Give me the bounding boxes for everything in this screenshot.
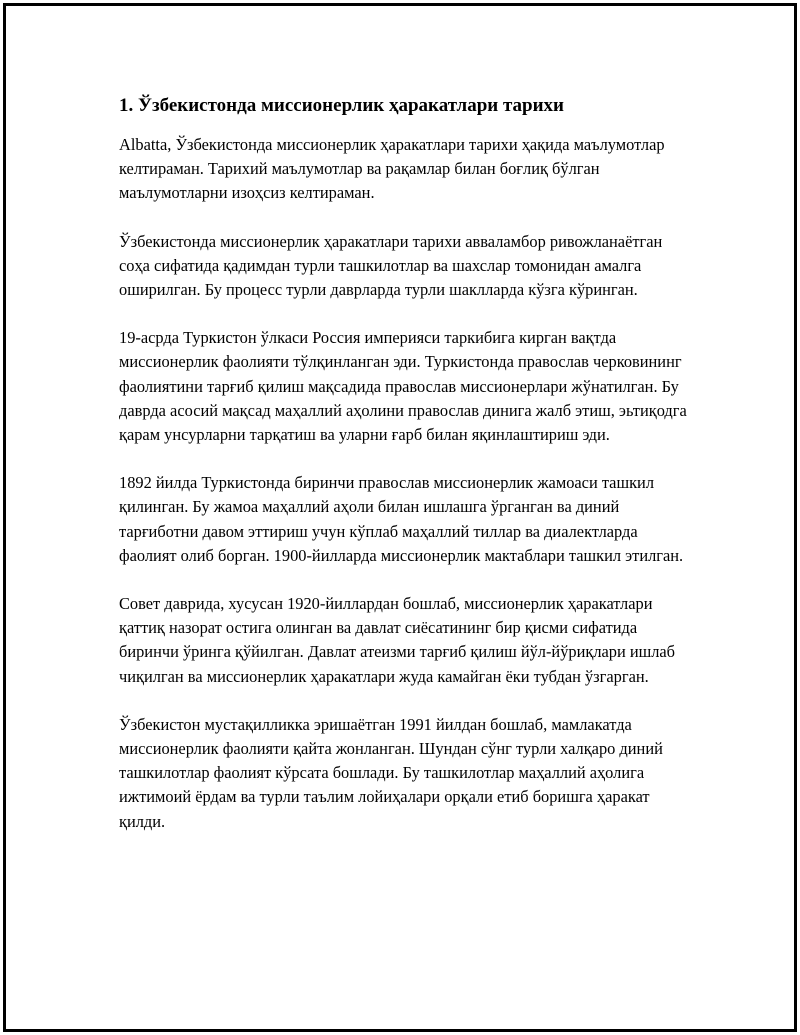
paragraph-1892: 1892 йилда Туркистонда биринчи православ миссионерлик жамоаси ташкил қилинган. Бу жамоа маҳаллий аҳоли билан ишлашга ўрганган ва диний тарғиботни давом эттириш учун кўплаб маҳаллий тиллар ва диалектларда фаолият олиб борган. 1900-йилларда миссионерлик мактаблари ташкил этилган. bbox=[119, 473, 684, 565]
paragraph-19th-century: 19-асрда Туркистон ўлкаси Россия империяси таркибига кирган вақтда миссионерлик фаолияти тўлқинланган эди. Туркистонда православ черковининг фаолиятини тарғиб қилиш мақсадида православ миссионерлари жўнатилган. Бу даврда асосий мақсад маҳаллий аҳолини православ динига жалб этиш, эьтиқодга қарам унсурларни тарқатиш ва уларни ғарб билан яқинлаштириш эди. bbox=[119, 328, 687, 445]
paragraph-independence: Ўзбекистон мустақилликка эришаётган 1991 йилдан бошлаб, мамлакатда миссионерлик фаолияти қайта жонланган. Шундан сўнг турли халқаро диний ташкилотлар фаолият кўрсата бошлади. Бу ташкилотлар маҳаллий аҳолига ижтимоий ёрдам ва турли таълим лойиҳалари орқали етиб боришга ҳаракат қилди. bbox=[119, 714, 663, 831]
paragraph-soviet-era: Совет даврида, хусусан 1920-йиллардан бошлаб, миссионерлик ҳаракатлари қаттиқ назорат остига олинган ва давлат сиёсатининг бир қисми сифатида биринчи ўринга қўйилган. Давлат атеизми тарғиб қилиш йўл-йўриқлари ишлаб чиқилган ва миссионерлик ҳаракатлари жуда камайган ёки тубдан ўзгарган. bbox=[119, 594, 676, 686]
paragraph-overview: Ўзбекистонда миссионерлик ҳаракатлари тарихи аввалaмбор ривожланаётган соҳа сифатида қадимдан турли ташкилотлар ва шахслар томонидан амалга оширилган. Бу процесс турли даврларда турли шаклларда кўзга кўринган. bbox=[119, 231, 663, 300]
document-body bbox=[119, 93, 694, 858]
document-title: 1. Ўзбекистонда миссионерлик ҳаракатлари тарихи bbox=[119, 95, 565, 116]
paragraph-intro: Albatta, Ўзбекистонда миссионерлик ҳаракатлари тарихи ҳақида маълумотлар келтираман. Тарихий маълумотлар ва рақамлар билан боғлиқ бўлган маълумотларни изоҳсиз келтираман. bbox=[119, 135, 665, 203]
